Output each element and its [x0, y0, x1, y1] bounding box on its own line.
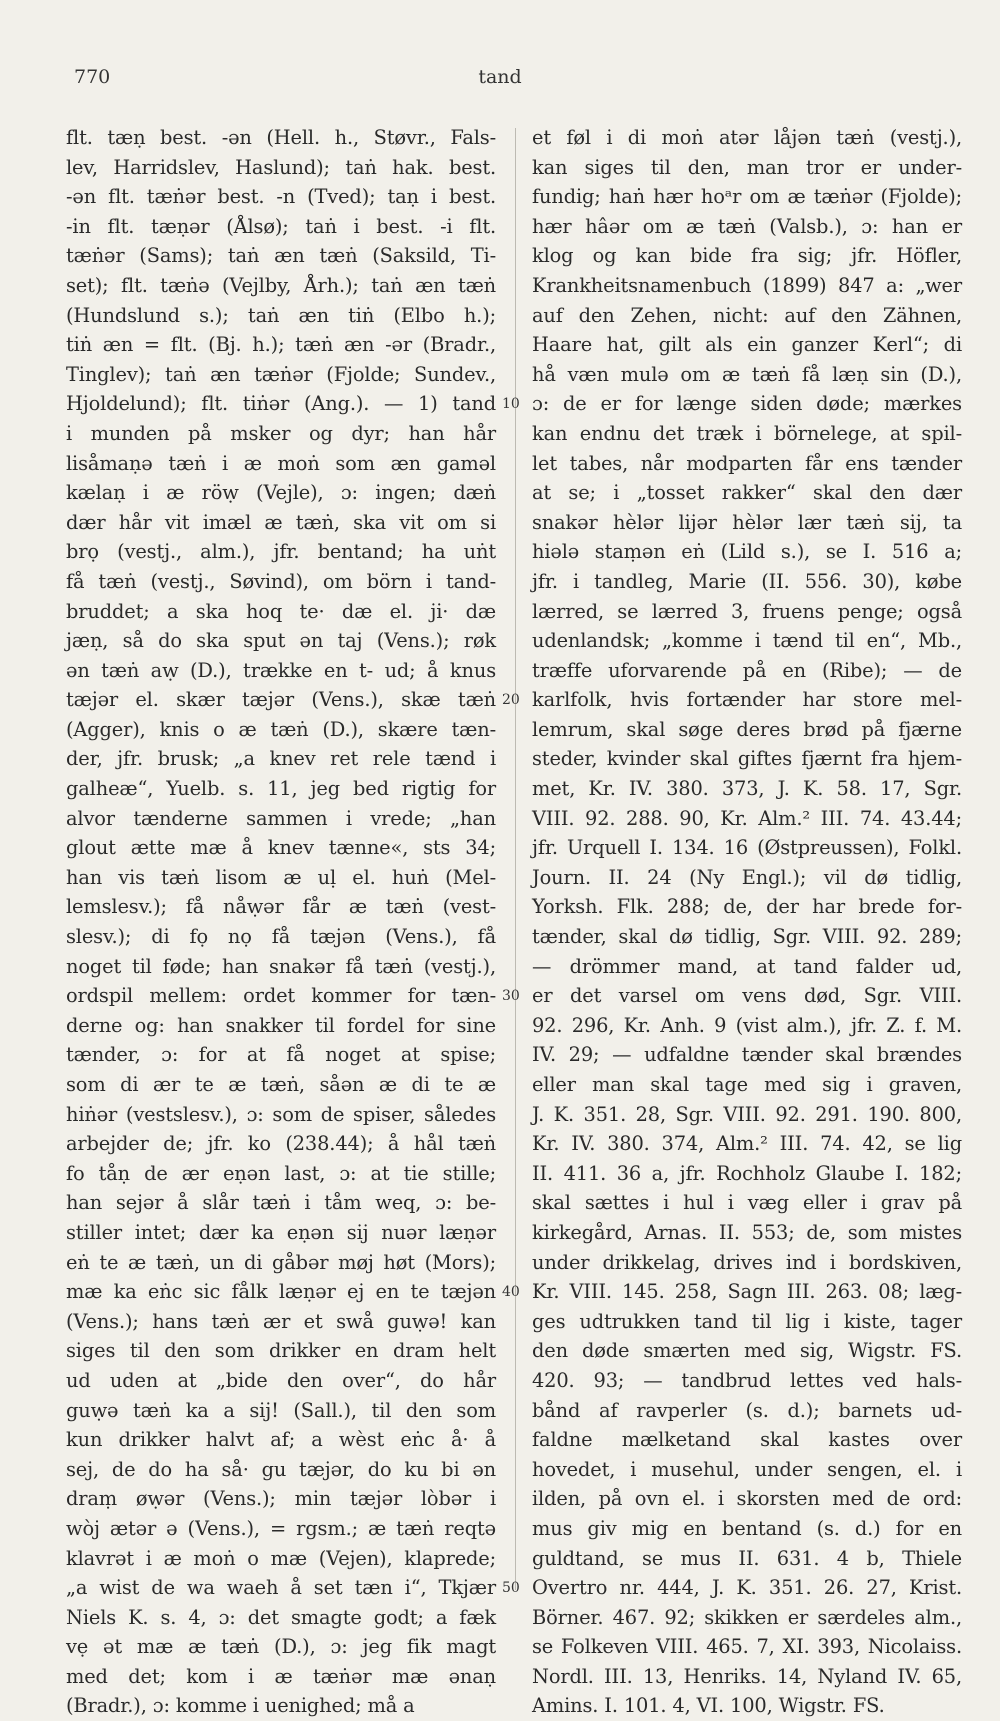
page-number: 770 — [74, 66, 111, 88]
text-line: „a wist de wa waeh å set tæn i“, Tkjær — [66, 1576, 496, 1600]
text-line: noget til føde; han snakər få tæṅ (vestj.), — [66, 954, 496, 978]
text-line: tæṅər (Sams); taṅ æn tæṅ (Saksild, Ti- — [66, 244, 496, 268]
text-line: er det varsel om vens død, Sgr. VIII. — [532, 984, 962, 1008]
text-line: tiṅ æn = flt. (Bj. h.); tæṅ æn -ər (Bradr., — [66, 333, 496, 357]
text-line: ordspil mellem: ordet kommer for tæn- — [66, 984, 496, 1008]
text-line: bånd af ravperler (s. d.); barnets ud- — [532, 1398, 962, 1422]
text-line: 420. 93; — tandbrud lettes ved hals- — [532, 1368, 962, 1392]
text-line: Haare hat, gilt als ein ganzer Kerl“; di — [532, 333, 962, 357]
text-line: mæ ka eṅc sic fålk læṇər ej en te tæjən — [66, 1280, 496, 1304]
text-line: skal sættes i hul i væg eller i grav på — [532, 1191, 962, 1215]
text-line: ilden, på ovn el. i skorsten med de ord: — [532, 1487, 962, 1511]
text-line: kan endnu det træk i börnelege, at spil- — [532, 421, 962, 445]
text-line: ən tæṅ aẉ (D.), trække en t- ud; å knus — [66, 658, 496, 682]
text-line: karlfolk, hvis fortænder har store mel- — [532, 688, 962, 712]
text-line: der, jfr. brusk; „a knev ret rele tænd i — [66, 747, 496, 771]
text-line: Niels K. s. 4, ɔ: det smagte godt; a fæk — [66, 1605, 496, 1629]
text-line: bruddet; a ska hoq te· dæ el. ji· dæ — [66, 599, 496, 623]
column-rule — [515, 128, 516, 1590]
text-line: han sejər å slår tæṅ i tåm weq, ɔ: be- — [66, 1191, 496, 1215]
text-line: hå væn mulə om æ tæṅ få læṇ sin (D.), — [532, 362, 962, 386]
text-line: (Vens.); hans tæṅ ær et swå guẉə! kan — [66, 1309, 496, 1333]
text-line: eṅ te æ tæṅ, un di gåbər møj høt (Mors); — [66, 1250, 496, 1274]
right-column — [532, 123, 962, 1721]
text-line: (Agger), knis o æ tæṅ (D.), skære tæn- — [66, 717, 496, 741]
text-line: fo tåṇ de ær eṇən last, ɔ: at tie stille; — [66, 1161, 496, 1185]
text-line: at se; i „tosset rakker“ skal den dær — [532, 481, 962, 505]
text-line: slesv.); di fọ nọ få tæjən (Vens.), få — [66, 925, 496, 949]
text-line: hiṅər (vestslesv.), ɔ: som de spiser, således — [66, 1102, 496, 1126]
left-column — [66, 123, 496, 1721]
text-line: i munden på msker og dyr; han hår — [66, 421, 496, 445]
text-line: fundig; haṅ hær hoᵃr om æ tæṅər (Fjolde); — [532, 185, 962, 209]
text-line: snakər hèlər lijər hèlər lær tæṅ sij, ta — [532, 510, 962, 534]
text-line: ud uden at „bide den over“, do hår — [66, 1368, 496, 1392]
text-line: jfr. i tandleg, Marie (II. 556. 30), købe — [532, 569, 962, 593]
text-line: met, Kr. IV. 380. 373, J. K. 58. 17, Sgr. — [532, 777, 962, 801]
text-line: han vis tæṅ lisom æ uḷ el. huṅ (Mel- — [66, 865, 496, 889]
text-line: Yorksh. Flk. 288; de, der har brede for- — [532, 895, 962, 919]
text-line: Kr. VIII. 145. 258, Sagn III. 263. 08; læg- — [532, 1280, 962, 1304]
text-line: Nordl. III. 13, Henriks. 14, Nyland IV. 65, — [532, 1664, 962, 1688]
text-line: udenlandsk; „komme i tænd til en“, Mb., — [532, 629, 962, 653]
line-number: 20 — [502, 692, 520, 709]
text-line: galheæ“, Yuelb. s. 11, jeg bed rigtig for — [66, 777, 496, 801]
text-line: hiələ staṃən eṅ (Lild s.), se I. 516 a; — [532, 540, 962, 564]
text-line: få tæṅ (vestj., Søvind), om börn i tand- — [66, 569, 496, 593]
text-line: dær hår vit imæl æ tæṅ, ska vit om si — [66, 510, 496, 534]
text-line: jæṇ, så do ska sput ən taj (Vens.); røk — [66, 629, 496, 653]
text-line: II. 411. 36 a, jfr. Rochholz Glaube I. 182; — [532, 1161, 962, 1185]
text-line: IV. 29; — udfaldne tænder skal brændes — [532, 1043, 962, 1067]
text-line: med det; kom i æ tæṅər mæ ənaṇ — [66, 1664, 496, 1688]
line-number: 10 — [502, 396, 520, 413]
text-line: vẹ ət mæ æ tæṅ (D.), ɔ: jeg fik magt — [66, 1635, 496, 1659]
text-line: lemrum, skal søge deres brød på fjærne — [532, 717, 962, 741]
text-line: som di ær te æ tæṅ, såən æ di te æ — [66, 1073, 496, 1096]
text-line: derne og: han snakker til fordel for sine — [66, 1013, 496, 1037]
text-line: brọ (vestj., alm.), jfr. bentand; ha uṅt — [66, 540, 496, 564]
text-line: tænder, ɔ: for at få noget at spise; — [66, 1043, 496, 1067]
line-number: 50 — [502, 1580, 520, 1597]
text-line: kun drikker halvt af; a wèst eṅc å· å — [66, 1428, 496, 1452]
text-line: et føl i di moṅ atər låjən tæṅ (vestj.), — [532, 126, 962, 149]
text-line: Börner. 467. 92; skikken er særdeles alm., — [532, 1605, 962, 1629]
text-line: Tinglev); taṅ æn tæṅər (Fjolde; Sundev., — [66, 362, 496, 386]
text-line: set); flt. tæṅə (Vejlby, Årh.); taṅ æn tæṅ — [66, 273, 496, 297]
text-line: draṃ øẉər (Vens.); min tæjər lòbər i — [66, 1487, 496, 1511]
text-line: auf den Zehen, nicht: auf den Zähnen, — [532, 303, 962, 327]
text-line: den døde smærten med sig, Wigstr. FS. — [532, 1339, 962, 1363]
text-line: ɔ: de er for længe siden døde; mærkes — [532, 392, 962, 416]
text-line: under drikkelag, drives ind i bordskiven, — [532, 1250, 962, 1274]
text-line: ges udtrukken tand til lig i kiste, tager — [532, 1309, 962, 1333]
text-line: — drömmer mand, at tand falder ud, — [532, 954, 962, 978]
text-line: tæjər el. skær tæjər (Vens.), skæ tæṅ — [66, 688, 496, 712]
text-line: tænder, skal dø tidlig, Sgr. VIII. 92. 289; — [532, 925, 962, 949]
text-line: sej, de do ha så· gu tæjər, do ku bi ən — [66, 1457, 496, 1481]
text-line: J. K. 351. 28, Sgr. VIII. 92. 291. 190. 800, — [532, 1102, 962, 1126]
text-line: lev, Harridslev, Haslund); taṅ hak. best. — [66, 155, 496, 179]
text-line: guldtand, se mus II. 631. 4 b, Thiele — [532, 1546, 962, 1570]
text-line: flt. tæṇ best. -ən (Hell. h., Støvr., Fals- — [66, 126, 496, 149]
text-line: kirkegård, Arnas. II. 553; de, som mistes — [532, 1220, 962, 1244]
text-line: alvor tænderne sammen i vrede; „han — [66, 806, 496, 830]
text-line: 92. 296, Kr. Anh. 9 (vist alm.), jfr. Z. f. M. — [532, 1013, 962, 1037]
line-number: 30 — [502, 988, 520, 1005]
text-line: siges til den som drikker en dram helt — [66, 1339, 496, 1363]
text-line: (Hundslund s.); taṅ æn tiṅ (Elbo h.); — [66, 303, 496, 327]
text-line: lisåmaṇə tæṅ i æ moṅ som æn gaməl — [66, 451, 496, 475]
text-line: kælaṇ i æ röẉ (Vejle), ɔ: ingen; dæṅ — [66, 481, 496, 505]
text-line: arbejder de; jfr. ko (238.44); å hål tæṅ — [66, 1132, 496, 1156]
text-line: eller man skal tage med sig i graven, — [532, 1073, 962, 1096]
text-line: -in flt. tæṇər (Ålsø); taṅ i best. -i flt. — [66, 214, 496, 238]
text-line: (Bradr.), ɔ: komme i uenighed; må a — [66, 1694, 415, 1718]
text-line: Amins. I. 101. 4, VI. 100, Wigstr. FS. — [532, 1694, 885, 1718]
text-line: faldne mælketand skal kastes over — [532, 1428, 962, 1452]
text-line: klavrət i æ moṅ o mæ (Vejen), klaprede; — [66, 1546, 496, 1570]
text-line: lemslesv.); få nåẉər får æ tæṅ (vest- — [66, 895, 496, 919]
text-line: kan siges til den, man tror er under- — [532, 155, 962, 179]
text-line: Krankheitsnamenbuch (1899) 847 a: „wer — [532, 273, 962, 297]
text-line: steder, kvinder skal giftes fjærnt fra hjem- — [532, 747, 962, 771]
text-line: hær hâər om æ tæṅ (Valsb.), ɔ: han er — [532, 214, 962, 238]
text-line: se Folkeven VIII. 465. 7, XI. 393, Nicolaiss. — [532, 1635, 962, 1659]
text-line: hovedet, i musehul, under sengen, el. i — [532, 1457, 962, 1481]
running-head: tand — [478, 66, 522, 88]
text-line: jfr. Urquell I. 134. 16 (Østpreussen), Folkl. — [532, 836, 962, 860]
text-line: let tabes, når modparten får ens tænder — [532, 451, 962, 475]
text-line: wòj ætər ə (Vens.), = rgsm.; æ tæṅ reqtə — [66, 1516, 496, 1540]
line-number: 40 — [502, 1284, 520, 1301]
text-line: træffe uforvarende på en (Ribe); — de — [532, 658, 962, 682]
text-line: guẉə tæṅ ka a sij! (Sall.), til den som — [66, 1398, 496, 1422]
text-line: VIII. 92. 288. 90, Kr. Alm.² III. 74. 43.44; — [532, 806, 962, 830]
text-line: mus giv mig en bentand (s. d.) for en — [532, 1516, 962, 1540]
text-line: lærred, se lærred 3, fruens penge; også — [532, 599, 962, 623]
text-line: Journ. II. 24 (Ny Engl.); vil dø tidlig, — [532, 865, 962, 889]
text-line: -ən flt. tæṅər best. -n (Tved); taṇ i best. — [66, 185, 496, 209]
text-line: glout ætte mæ å knev tænne«, sts 34; — [66, 836, 496, 860]
text-line: stiller intet; dær ka eṇən sij nuər læṇər — [66, 1220, 496, 1244]
text-line: Kr. IV. 380. 374, Alm.² III. 74. 42, se lig — [532, 1132, 962, 1156]
text-line: Overtro nr. 444, J. K. 351. 26. 27, Krist. — [532, 1576, 962, 1600]
text-line: Hjoldelund); flt. tiṅər (Ang.). — 1) tand — [66, 392, 496, 416]
text-line: klog og kan bide fra sig; jfr. Höfler, — [532, 244, 962, 268]
